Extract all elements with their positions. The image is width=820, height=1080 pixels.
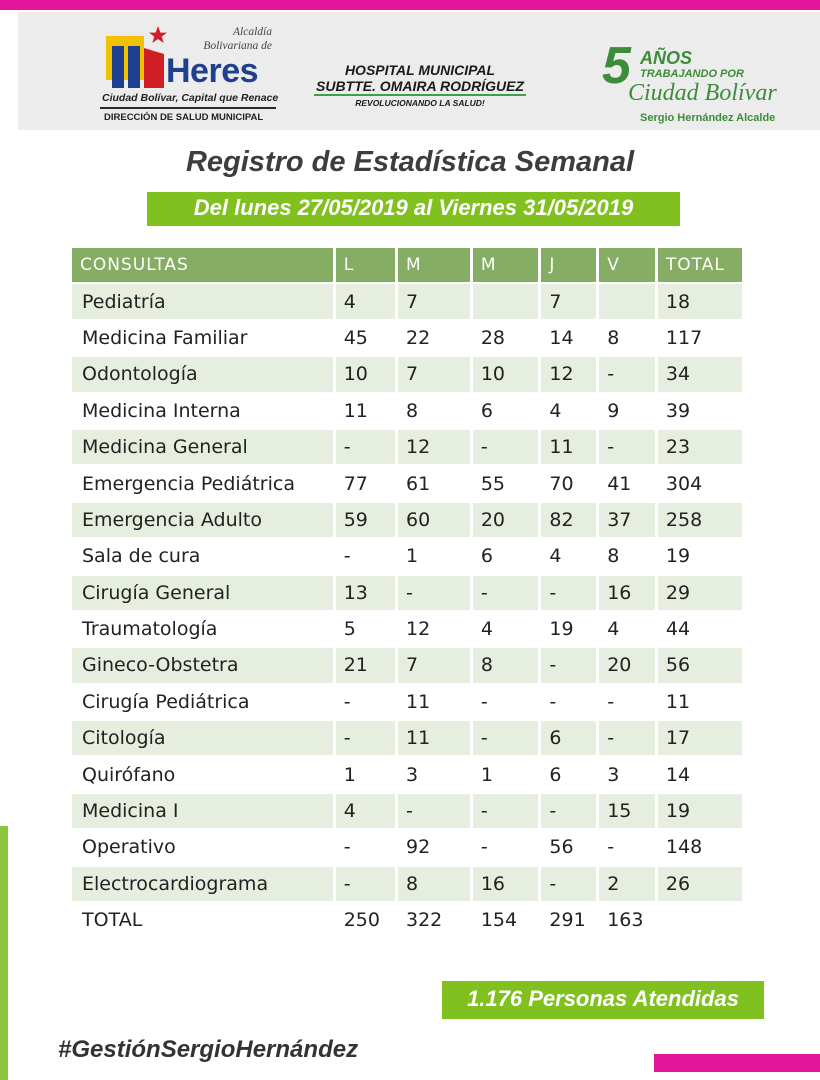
table-cell: 37 xyxy=(599,503,655,539)
table-cell: 10 xyxy=(473,357,539,393)
trabajando-label: TRABAJANDO POR xyxy=(640,68,744,80)
table-cell: - xyxy=(336,539,395,575)
table-row xyxy=(72,539,742,575)
table-cell: 250 xyxy=(336,903,395,939)
table-cell: 3 xyxy=(599,757,655,793)
table-cell: - xyxy=(599,721,655,757)
table-cell: 10 xyxy=(336,357,395,393)
table-cell: 6 xyxy=(473,539,539,575)
table-row xyxy=(72,430,742,466)
table-cell: 20 xyxy=(473,503,539,539)
table-row xyxy=(72,576,742,612)
table-row xyxy=(72,648,742,684)
table-cell: 6 xyxy=(473,394,539,430)
table-cell: - xyxy=(541,648,596,684)
table-cell: 16 xyxy=(473,867,539,903)
table-cell: 8 xyxy=(473,648,539,684)
hospital-header xyxy=(300,62,540,108)
consulta-name-cell: Cirugía General xyxy=(72,576,333,612)
anos-label: AÑOS xyxy=(640,48,693,68)
table-cell: 60 xyxy=(398,503,470,539)
table-cell: 55 xyxy=(473,466,539,502)
table-cell: 28 xyxy=(473,321,539,357)
table-row xyxy=(72,357,742,393)
table-cell: 19 xyxy=(658,539,742,575)
table-cell: 22 xyxy=(398,321,470,357)
table-cell: - xyxy=(541,685,596,721)
table-cell: 29 xyxy=(658,576,742,612)
heres-slogan: Ciudad Bolívar, Capital que Renace xyxy=(102,92,279,104)
table-cell: 5 xyxy=(336,612,395,648)
hashtag: #GestiónSergioHernández xyxy=(58,1036,359,1063)
table-header-row xyxy=(72,248,742,284)
table-cell: 1 xyxy=(398,539,470,575)
table-cell: 39 xyxy=(658,394,742,430)
alcaldia-label: Alcaldía xyxy=(233,26,272,38)
table-cell: 304 xyxy=(658,466,742,502)
table-cell: 18 xyxy=(658,284,742,320)
table-cell: 82 xyxy=(541,503,596,539)
consulta-name-cell: Pediatría xyxy=(72,284,333,320)
column-header: L xyxy=(336,248,395,284)
table-row xyxy=(72,903,742,939)
table-cell: 44 xyxy=(658,612,742,648)
table-cell: 12 xyxy=(541,357,596,393)
table-cell: 2 xyxy=(599,867,655,903)
bolivariana-label: Bolivariana de xyxy=(203,40,272,52)
alcalde-label: Sergio Hernández Alcalde xyxy=(640,112,776,124)
table-cell: - xyxy=(541,576,596,612)
column-header: M xyxy=(473,248,539,284)
bottom-pink-bar xyxy=(654,1054,820,1072)
table-cell: 7 xyxy=(398,357,470,393)
table-row xyxy=(72,794,742,830)
table-cell: - xyxy=(336,830,395,866)
table-cell: 77 xyxy=(336,466,395,502)
consulta-name-cell: Cirugía Pediátrica xyxy=(72,685,333,721)
table-cell: 13 xyxy=(336,576,395,612)
table-cell: - xyxy=(473,685,539,721)
table-cell: 1 xyxy=(473,757,539,793)
table-cell: - xyxy=(336,721,395,757)
table-cell: 45 xyxy=(336,321,395,357)
table-cell: - xyxy=(599,430,655,466)
table-cell: 117 xyxy=(658,321,742,357)
cinco-anos-logo xyxy=(600,37,790,132)
table-cell: 23 xyxy=(658,430,742,466)
logo-divider xyxy=(100,107,276,109)
hospital-line1: HOSPITAL MUNICIPAL xyxy=(344,62,496,78)
table-cell: 70 xyxy=(541,466,596,502)
table-cell: - xyxy=(473,576,539,612)
table-cell: - xyxy=(473,430,539,466)
table-cell: - xyxy=(599,357,655,393)
direccion-label: DIRECCIÓN DE SALUD MUNICIPAL xyxy=(104,112,264,123)
table-row xyxy=(72,321,742,357)
consulta-name-cell: Medicina General xyxy=(72,430,333,466)
table-cell: 163 xyxy=(599,903,655,939)
table-cell: 17 xyxy=(658,721,742,757)
table-cell: 8 xyxy=(599,539,655,575)
table-cell: 16 xyxy=(599,576,655,612)
table-row xyxy=(72,503,742,539)
table-cell: 4 xyxy=(541,394,596,430)
column-header: CONSULTAS xyxy=(72,248,333,284)
table-cell: 258 xyxy=(658,503,742,539)
ciudad-bolivar-label: Ciudad Bolívar xyxy=(628,80,777,106)
consulta-name-cell: Medicina I xyxy=(72,794,333,830)
table-cell: 8 xyxy=(398,394,470,430)
table-cell: - xyxy=(599,685,655,721)
table-cell: 7 xyxy=(398,284,470,320)
consulta-name-cell: Emergencia Pediátrica xyxy=(72,466,333,502)
table-cell: 41 xyxy=(599,466,655,502)
table-cell: 20 xyxy=(599,648,655,684)
table-cell: 291 xyxy=(541,903,596,939)
column-header: TOTAL xyxy=(658,248,742,284)
table-cell: 11 xyxy=(398,685,470,721)
table-cell: 92 xyxy=(398,830,470,866)
heres-name: Heres xyxy=(166,52,259,90)
table-cell: 4 xyxy=(336,284,395,320)
column-header: V xyxy=(599,248,655,284)
table-cell: 14 xyxy=(658,757,742,793)
table-cell: 11 xyxy=(541,430,596,466)
table-cell: - xyxy=(541,867,596,903)
table-row xyxy=(72,867,742,903)
table-row xyxy=(72,721,742,757)
heres-emblem-icon xyxy=(102,24,168,94)
table-cell: 4 xyxy=(473,612,539,648)
table-cell: 34 xyxy=(658,357,742,393)
consulta-name-cell: Sala de cura xyxy=(72,539,333,575)
table-cell xyxy=(473,284,539,320)
table-cell: - xyxy=(541,794,596,830)
table-row xyxy=(72,394,742,430)
table-cell: 19 xyxy=(658,794,742,830)
consulta-name-cell: Electrocardiograma xyxy=(72,867,333,903)
table-cell: 7 xyxy=(541,284,596,320)
table-cell xyxy=(599,284,655,320)
table-cell: 11 xyxy=(398,721,470,757)
table-cell: - xyxy=(473,794,539,830)
table-cell: - xyxy=(336,867,395,903)
table-cell: 26 xyxy=(658,867,742,903)
table-cell: 6 xyxy=(541,757,596,793)
table-row xyxy=(72,284,742,320)
hospital-line3: REVOLUCIONANDO LA SALUD! xyxy=(355,98,485,108)
table-row xyxy=(72,830,742,866)
table-cell: - xyxy=(473,830,539,866)
table-cell: 21 xyxy=(336,648,395,684)
statistics-table xyxy=(69,248,745,939)
column-header: J xyxy=(541,248,596,284)
consulta-name-cell: Gineco-Obstetra xyxy=(72,648,333,684)
table-cell: 56 xyxy=(658,648,742,684)
consulta-name-cell: Operativo xyxy=(72,830,333,866)
table-cell: 148 xyxy=(658,830,742,866)
table-cell: - xyxy=(336,430,395,466)
consulta-name-cell: Odontología xyxy=(72,357,333,393)
table-cell: 12 xyxy=(398,612,470,648)
table-cell: - xyxy=(398,794,470,830)
table-cell: 7 xyxy=(398,648,470,684)
table-cell: 154 xyxy=(473,903,539,939)
table-cell: 12 xyxy=(398,430,470,466)
table-cell: 61 xyxy=(398,466,470,502)
five-number: 5 xyxy=(602,37,631,95)
table-cell: 56 xyxy=(541,830,596,866)
table-cell: 14 xyxy=(541,321,596,357)
total-attended: 1.176 Personas Atendidas xyxy=(467,986,739,1011)
left-green-accent xyxy=(0,826,8,1080)
table-cell: 59 xyxy=(336,503,395,539)
date-range: Del lunes 27/05/2019 al Viernes 31/05/2019 xyxy=(193,195,634,220)
table-cell: 4 xyxy=(336,794,395,830)
column-header: M xyxy=(398,248,470,284)
table-cell: 6 xyxy=(541,721,596,757)
table-cell: 11 xyxy=(336,394,395,430)
table-cell: 322 xyxy=(398,903,470,939)
consulta-name-cell: Traumatología xyxy=(72,612,333,648)
table-cell: 15 xyxy=(599,794,655,830)
table-row xyxy=(72,466,742,502)
consulta-name-cell: Citología xyxy=(72,721,333,757)
consulta-name-cell: Emergencia Adulto xyxy=(72,503,333,539)
consulta-name-cell: TOTAL xyxy=(72,903,333,939)
table-cell: 8 xyxy=(599,321,655,357)
table-row xyxy=(72,757,742,793)
table-cell: 9 xyxy=(599,394,655,430)
table-cell: - xyxy=(473,721,539,757)
consulta-name-cell: Quirófano xyxy=(72,757,333,793)
table-row xyxy=(72,685,742,721)
table-cell: 11 xyxy=(658,685,742,721)
table-cell: 8 xyxy=(398,867,470,903)
table-cell: - xyxy=(599,830,655,866)
table-cell: 4 xyxy=(599,612,655,648)
table-cell xyxy=(658,903,742,939)
top-pink-bar xyxy=(0,0,820,10)
table-cell: 4 xyxy=(541,539,596,575)
table-cell: 3 xyxy=(398,757,470,793)
table-cell: 19 xyxy=(541,612,596,648)
consulta-name-cell: Medicina Familiar xyxy=(72,321,333,357)
table-cell: - xyxy=(398,576,470,612)
hospital-line2: SUBTTE. OMAIRA RODRÍGUEZ xyxy=(316,78,524,94)
table-row xyxy=(72,612,742,648)
consulta-name-cell: Medicina Interna xyxy=(72,394,333,430)
alcaldia-heres-logo xyxy=(100,22,280,132)
table-body xyxy=(72,284,742,939)
table-cell: 1 xyxy=(336,757,395,793)
table-cell: - xyxy=(336,685,395,721)
page-title: Registro de Estadística Semanal xyxy=(185,146,635,178)
